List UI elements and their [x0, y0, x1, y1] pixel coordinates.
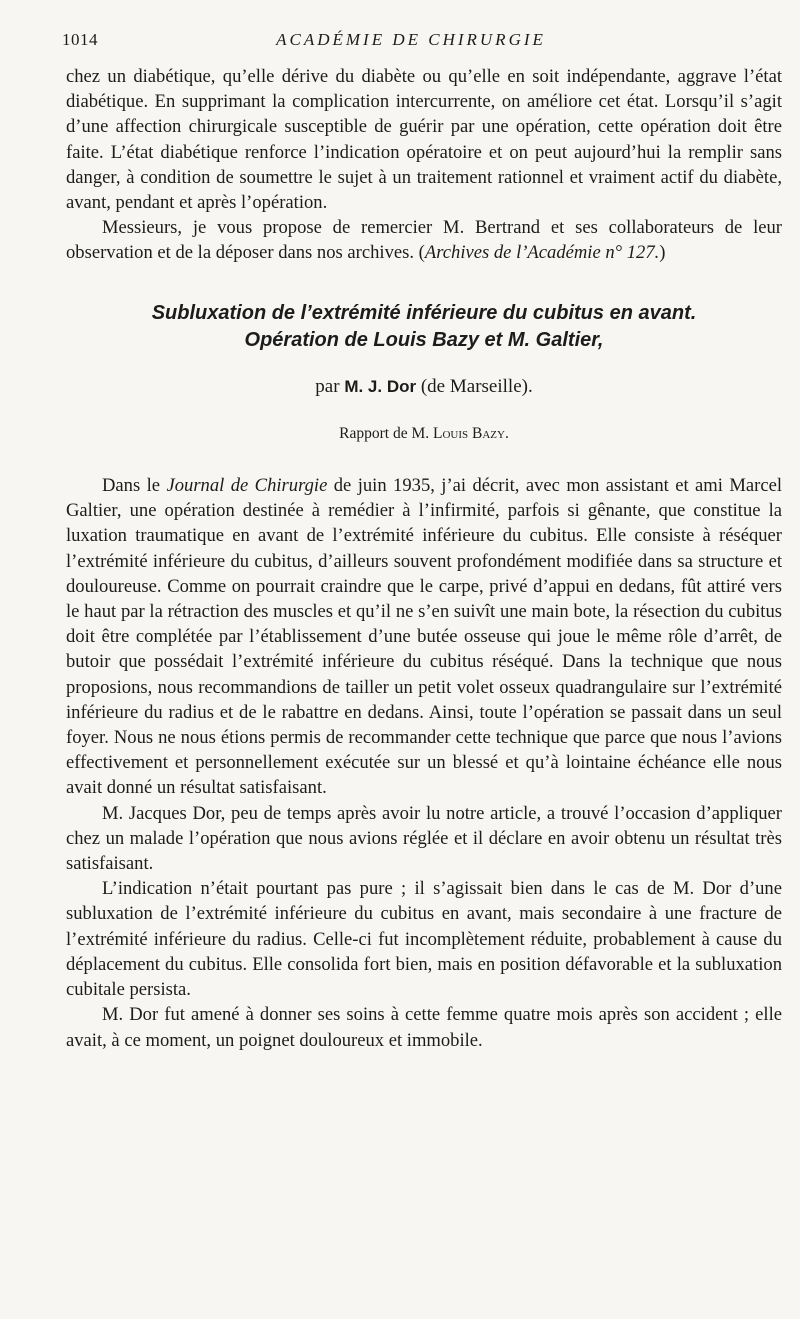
article-title-line-1: Subluxation de l’extrémité inférieure du cubitus en avant.: [151, 301, 697, 324]
paragraph-intro-1: chez un diabétique, qu’elle dérive du diabète ou qu’elle en soit indépendante, aggrave l’état diabétique. En supprimant la complication intercurrente, on améliore cet état. Lorsqu’il s’agit d’une affection chirurgicale susceptible de guérir par une opération, cette opération doit être faite. L’état diabétique renforce l’indication opératoire et on peut aujourd’hui la remplir sans danger, à condition de soumettre le sujet à un traitement rationnel et vraiment actif du diabète, avant, pendant et après l’opération.: [66, 66, 782, 214]
byline-par: par: [315, 375, 340, 397]
article-title: [66, 300, 782, 354]
byline-city: (de Marseille).: [420, 375, 533, 397]
report-prefix: Rapport de M.: [339, 424, 430, 442]
paragraph-3: [66, 473, 782, 801]
paragraph-3-rest: de juin 1935, j’ai décrit, avec mon assistant et ami Marcel Galtier, une opération destinée à remédier à l’infirmité, parfois si gênante, que constitue la luxation traumatique en avant de l’extrémité inférieure du cubitus. Elle consiste à réséquer l’extrémité inférieure du cubitus, d’ailleurs souvent profondément modifiée dans sa structure et douloureuse. Comme on pourrait craindre que le carpe, privé d’appui en dedans, fût attiré vers le haut par la rétraction des muscles et qu’il ne s’en suivît une main bote, la résection du cubitus doit être complétée par l’établissement d’une butée osseuse qui joue le même rôle d’arrêt, de butoir que possédait l’extrémité inférieure du cubitus réséqué. Dans la technique que nous proposions, nous recommandions de tailler un petit volet osseux quadrangulaire sur l’extrémité inférieure du radius et de le rabattre en dedans. Ainsi, toute l’opération se passait dans un seul foyer. Nous ne nous étions permis de recommander cette technique que parce que nous l’avions effectivement et personnellement exécutée sur un blessé et qu’à lointaine échéance elle nous avait donné un résultat satisfaisant.: [66, 475, 782, 799]
paragraph-intro-2: [66, 215, 782, 265]
paragraph-4: M. Jacques Dor, peu de temps après avoir lu notre article, a trouvé l’occasion d’appliquer chez un malade l’opération que nous avions réglée et il déclare en avoir obtenu un résultat très satisfaisant.: [66, 802, 782, 875]
report-line: [66, 421, 782, 446]
byline-author: M. J. Dor: [344, 376, 417, 396]
page-body: [66, 64, 782, 1053]
byline: [66, 374, 782, 399]
archive-reference: Archives de l’Académie n° 127.: [424, 242, 660, 264]
paragraph-text: Messieurs, je vous propose de remercier M. Bertrand et ses collaborateurs de leur observation et de la déposer dans nos archives. (: [66, 217, 782, 264]
report-author: Louis Bazy.: [433, 424, 509, 442]
page-header: [62, 30, 760, 54]
paragraph-6: M. Dor fut amené à donner ses soins à cette femme quatre mois après son accident ; elle avait, à ce moment, un poignet douloureux et immobile.: [66, 1004, 782, 1051]
paragraph-text-end: ): [659, 242, 666, 264]
article-title-line-2: Opération de Louis Bazy et M. Galtier,: [244, 328, 604, 351]
paragraph-3-start: Dans le: [102, 475, 167, 497]
journal-title: Journal de Chirurgie: [166, 475, 328, 497]
paragraph-5: L’indication n’était pourtant pas pure ; il s’agissait bien dans le cas de M. Dor d’une subluxation de l’extrémité inférieure du cubitus en avant, mais secondaire à une fracture de l’extrémité inférieure du radius. Celle-ci fut incomplètement réduite, probablement à cause du déplacement du cubitus. Elle consolida fort bien, mais en position défavorable et la subluxation cubitale persista.: [66, 878, 782, 1001]
page-number: 1014: [62, 30, 98, 49]
running-head: ACADÉMIE DE CHIRURGIE: [276, 30, 546, 49]
